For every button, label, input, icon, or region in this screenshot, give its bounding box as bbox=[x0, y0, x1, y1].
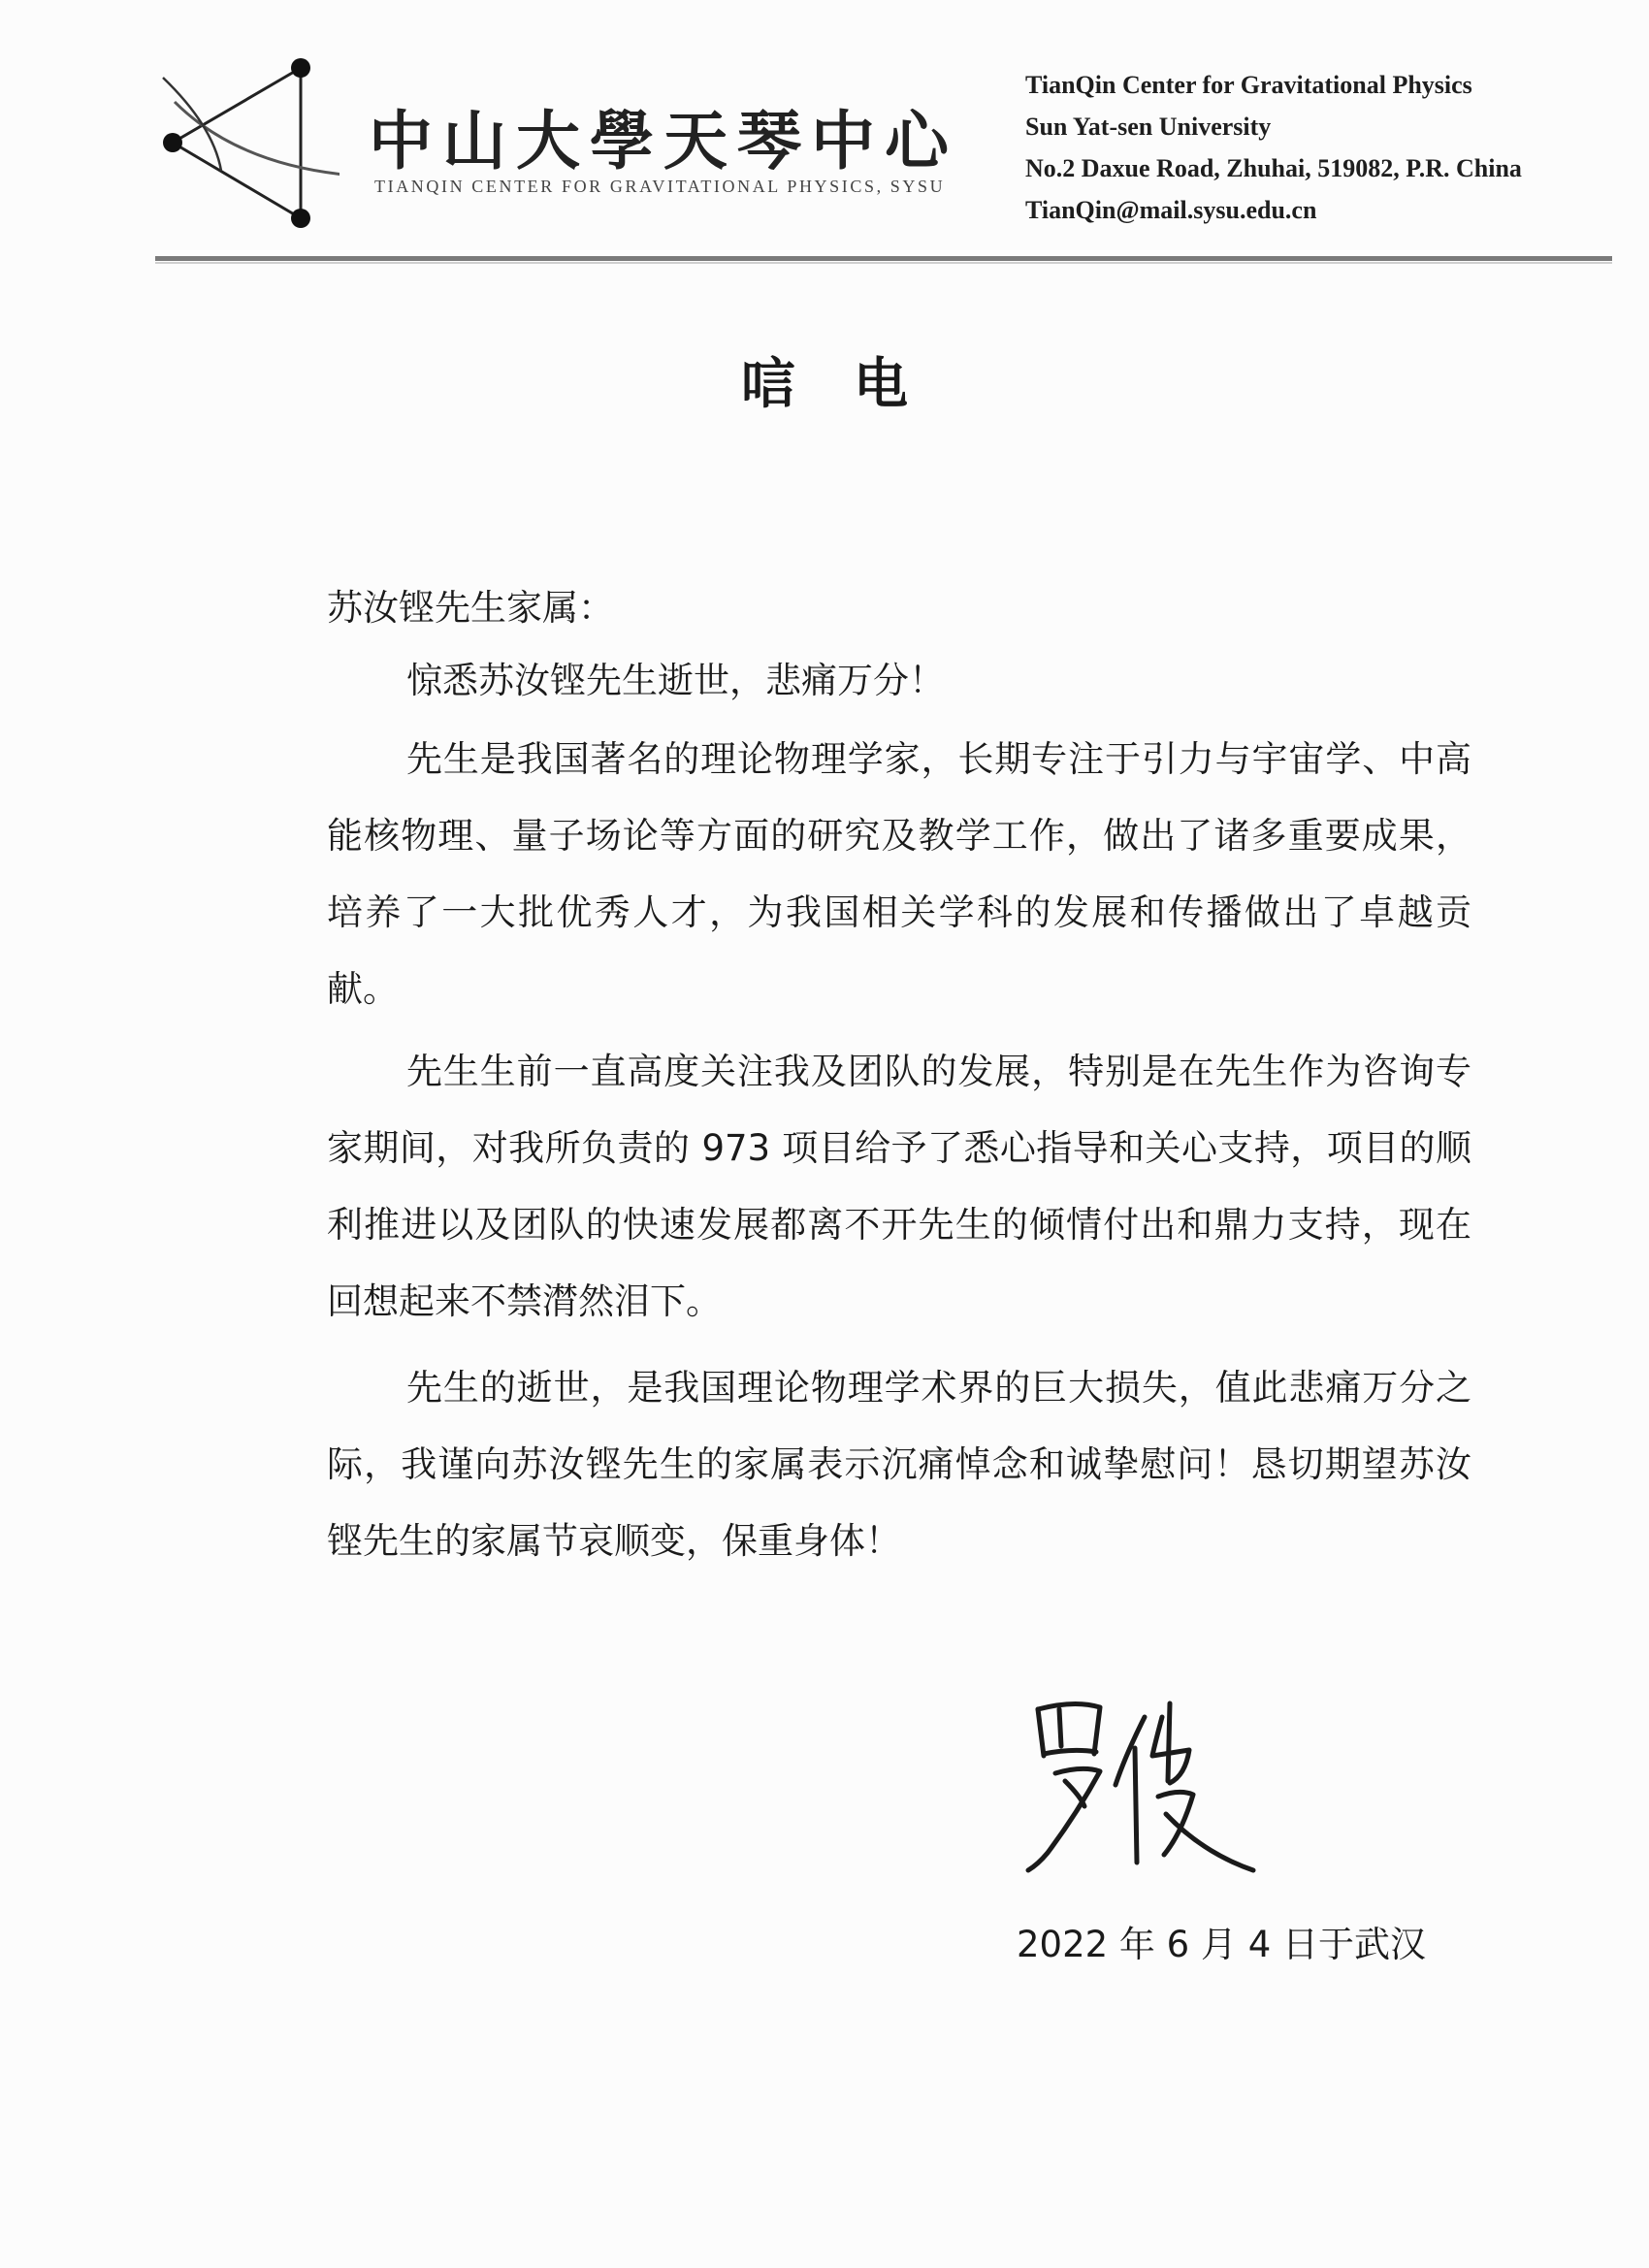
salutation: 苏汝铿先生家属： bbox=[327, 587, 614, 629]
tianqin-logo-icon bbox=[155, 49, 340, 233]
org-name-english: TIANQIN CENTER FOR GRAVITATIONAL PHYSICS, SYSU bbox=[374, 177, 946, 196]
paragraph: 先生是我国著名的理论物理学家，长期专注于引力与宇宙学、中高能核物理、量子场论等方面的研究及教学工作，做出了诸多重要成果，培养了一大批优秀人才，为我国相关学科的发展和传播做出了卓越贡献。 bbox=[327, 738, 1471, 1010]
address-line: TianQin Center for Gravitational Physics bbox=[1025, 71, 1472, 99]
address-line: Sun Yat-sen University bbox=[1025, 113, 1272, 141]
paragraph: 惊悉苏汝铿先生逝世，悲痛万分！ bbox=[406, 660, 945, 701]
letter-date: 2022 年 6 月 4 日于武汉 bbox=[1017, 1924, 1427, 1965]
address-line: No.2 Daxue Road, Zhuhai, 519082, P.R. China bbox=[1025, 154, 1522, 182]
header-divider bbox=[155, 256, 1612, 261]
letterhead bbox=[0, 0, 1649, 272]
org-name-chinese: 中山大學天琴中心 bbox=[369, 103, 958, 178]
header-divider-shadow bbox=[155, 262, 1612, 264]
paragraph: 先生的逝世，是我国理论物理学术界的巨大损失，值此悲痛万分之际，我谨向苏汝铿先生的家属表示沉痛悼念和诚挚慰问！恳切期望苏汝铿先生的家属节哀顺变，保重身体！ bbox=[327, 1367, 1471, 1562]
address-block bbox=[1025, 64, 1522, 231]
handwritten-signature bbox=[999, 1688, 1290, 1901]
email-address: TianQin@mail.sysu.edu.cn bbox=[1025, 196, 1317, 224]
paragraph: 先生生前一直高度关注我及团队的发展，特别是在先生作为咨询专家期间，对我所负责的 973 项目给予了悉心指导和关心支持，项目的顺利推进以及团队的快速发展都离不开先生的倾情付出和鼎力支持，现在回想起来不禁潸然泪下。 bbox=[327, 1051, 1471, 1322]
letter-title: 唁电 bbox=[741, 353, 966, 416]
